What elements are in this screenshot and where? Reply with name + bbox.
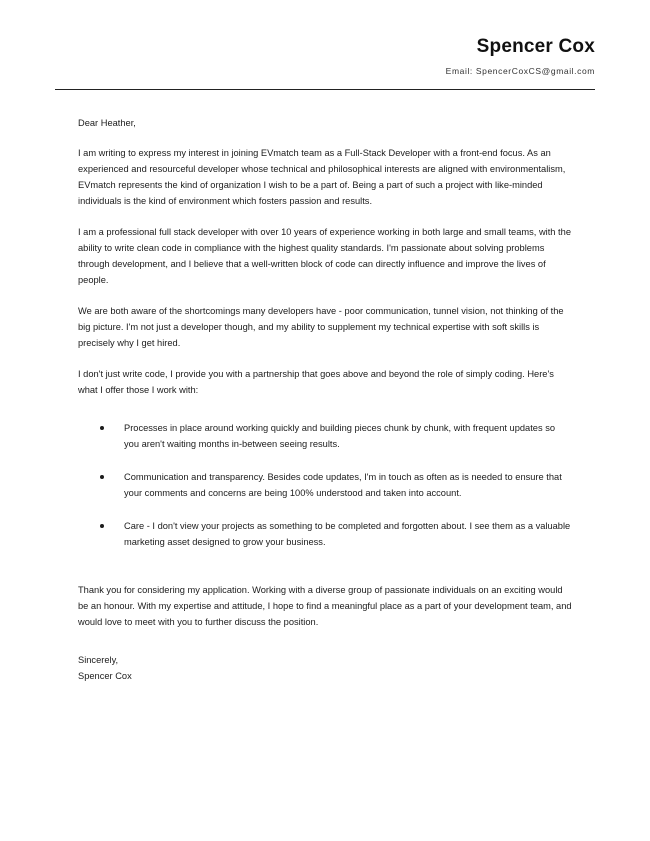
list-item: [78, 470, 572, 502]
closing-paragraph: Thank you for considering my application. Working with a diverse group of passionate individuals on an exciting would be an honour. With my expertise and attitude, I hope to find a meaningful place as a part of your development team, and would love to meet with you to further discuss the position.: [78, 584, 572, 627]
spacer: [78, 569, 572, 583]
paragraph-4: I don't just write code, I provide you with a partnership that goes above and beyond the role of simply coding. Here's what I offer those I work with:: [78, 369, 554, 396]
page-title: Spencer Cox: [476, 36, 595, 57]
list-item-text: Communication and transparency. Besides code updates, I'm in touch as often as is needed to ensure that your comments and concerns are being 100% understood and taken into account.: [124, 471, 562, 498]
signoff: Sincerely,: [78, 654, 119, 665]
salutation: Dear Heather,: [78, 117, 136, 128]
list-item: [78, 519, 572, 551]
contact-email: Email: SpencerCoxCS@gmail.com: [445, 65, 595, 76]
signoff-name: Spencer Cox: [78, 670, 132, 681]
paragraph-2: I am a professional full stack developer with over 10 years of experience working in both large and small teams, with the ability to write clean code in compliance with the highest quality standards. I'm passionate about solving problems through development, and I believe that a well-written block of code can directly influence and improve the lives of people.: [78, 227, 571, 286]
bullet-dot-icon: [100, 475, 104, 479]
list-item-text: Care - I don't view your projects as something to be completed and forgotten about. I see them as a valuable marketing asset designed to grow your business.: [124, 520, 571, 547]
signature-block: [78, 653, 572, 685]
letter-header: [0, 0, 650, 76]
list-item-text: Processes in place around working quickly and building pieces chunk by chunk, with frequent updates so you aren't waiting months in-between seeing results.: [124, 423, 556, 449]
bullet-dot-icon: [100, 426, 104, 430]
paragraph-3: We are both aware of the shortcomings many developers have - poor communication, tunnel vision, not thinking of the big picture. I'm not just a developer though, and my ability to supplement my technical expertise with soft skills is precisely why I get hired.: [78, 306, 564, 349]
list-item: [78, 421, 572, 453]
offer-list: [78, 421, 572, 551]
bullet-dot-icon: [100, 524, 104, 528]
letter-body: [0, 90, 650, 685]
paragraph-1: I am writing to express my interest in joining EVmatch team as a Full-Stack Developer with a front-end focus. As an experienced and resourceful developer whose technical and philosophical interests are aligned with environmentalism, EVmatch represents the kind of organization I wish to be a part of. Being a part of such a project with like-minded individuals is the kind of environment which fosters passion and results.: [78, 148, 566, 207]
